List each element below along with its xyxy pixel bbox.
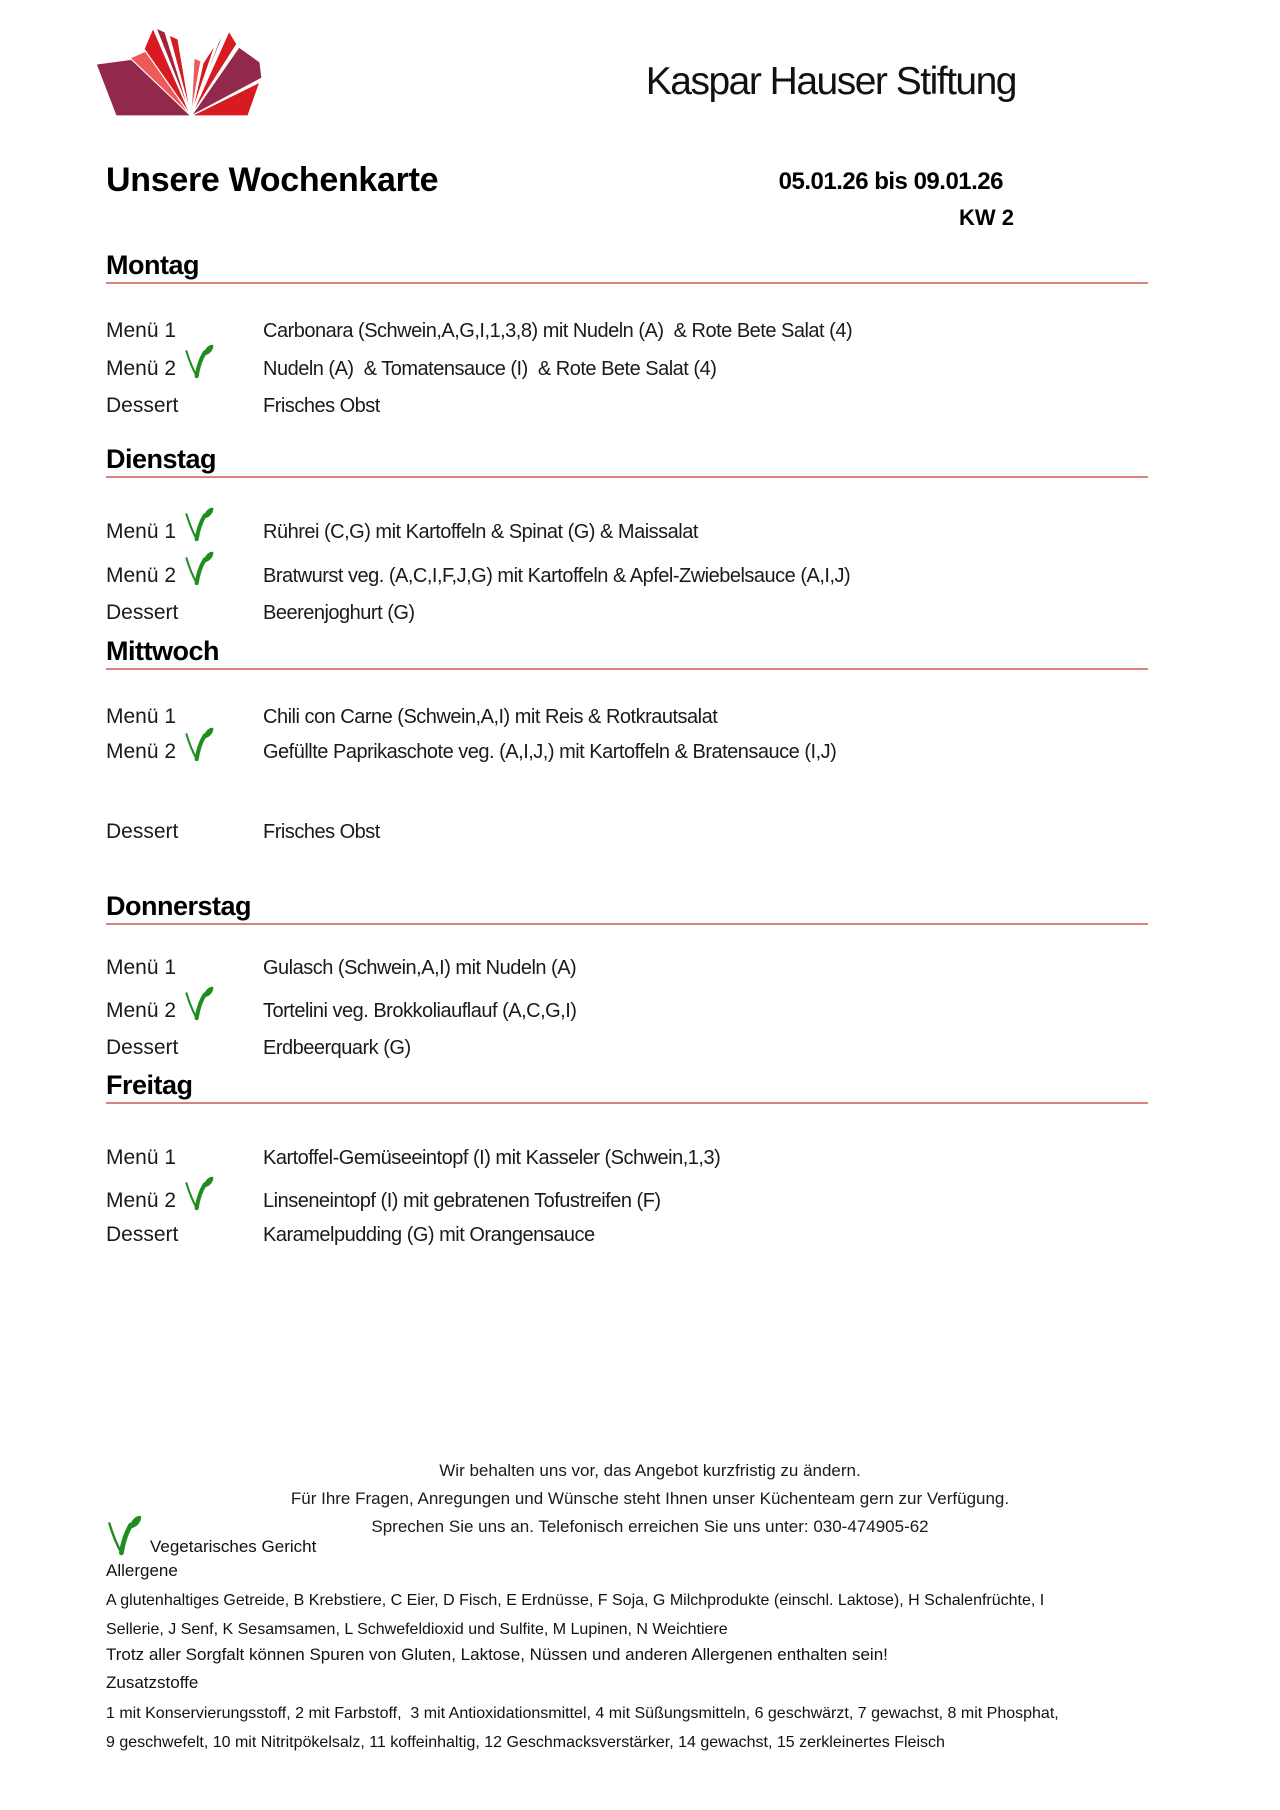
- dish-text: Karamelpudding (G) mit Orangensauce: [263, 1224, 595, 1246]
- footer-note-line: Für Ihre Fragen, Anregungen und Wünsche steht Ihnen unser Küchenteam gern zur Verfügung.: [290, 1489, 1010, 1508]
- menu-row: [106, 1036, 1206, 1066]
- dish-text: Rührei (C,G) mit Kartoffeln & Spinat (G) & Maissalat: [263, 521, 698, 543]
- menu-label: Dessert: [106, 1036, 179, 1059]
- menu-row: [106, 319, 1206, 349]
- allergens-title: Allergene: [106, 1561, 178, 1580]
- page-title: Unsere Wochenkarte: [106, 161, 439, 199]
- brand-name: Kaspar Hauser Stiftung: [645, 60, 1016, 103]
- dish-text: Frisches Obst: [263, 395, 380, 417]
- menu-row: [106, 357, 1206, 387]
- allergen-warning: Trotz aller Sorgfalt können Spuren von Gluten, Laktose, Nüssen und anderen Allergenen enthalten sein!: [106, 1645, 888, 1664]
- additives-list: [106, 1699, 1059, 1757]
- dish-text: Beerenjoghurt (G): [263, 602, 415, 624]
- dish-text: Nudeln (A) & Tomatensauce (I) & Rote Bete Salat (4): [263, 358, 717, 380]
- footer-notes: [100, 1457, 1200, 1541]
- veg-icon: [182, 1175, 214, 1211]
- dish-text: Tortelini veg. Brokkoliauflauf (A,C,G,I): [263, 1000, 577, 1022]
- menu-row: [106, 705, 1206, 735]
- menu-label: Menü 1: [106, 520, 177, 543]
- menu-label: Menü 2: [106, 999, 177, 1022]
- menu-row: [106, 394, 1206, 424]
- menu-label: Menü 1: [106, 705, 177, 728]
- menu-label: Menü 1: [106, 1146, 177, 1169]
- menu-label: Dessert: [106, 820, 179, 843]
- dish-text: Linseneintopf (I) mit gebratenen Tofustreifen (F): [263, 1190, 661, 1212]
- veg-icon: [182, 343, 214, 379]
- menu-row: [106, 520, 1206, 550]
- menu-row: [106, 956, 1206, 986]
- fine-print-line: 1 mit Konservierungsstoff, 2 mit Farbstoff, 3 mit Antioxidationsmittel, 4 mit Süßungsmitteln, 6 geschwärzt, 7 gewachst, 8 mit Phosphat,: [106, 1705, 1059, 1722]
- menu-label: Menü 2: [106, 564, 177, 587]
- day-heading-dienstag: Dienstag: [106, 446, 1148, 478]
- day-heading-mittwoch: Mittwoch: [106, 638, 1148, 670]
- fine-print-line: Sellerie, J Senf, K Sesamsamen, L Schwefeldioxid und Sulfite, M Lupinen, N Weichtiere: [106, 1621, 728, 1638]
- menu-row: [106, 1146, 1206, 1176]
- veg-icon: [182, 506, 214, 542]
- menu-row: [106, 740, 1206, 770]
- menu-label: Menü 2: [106, 1189, 177, 1212]
- menu-label: Menü 1: [106, 956, 177, 979]
- dish-text: Chili con Carne (Schwein,A,I) mit Reis & Rotkrautsalat: [263, 706, 718, 728]
- menu-row: [106, 999, 1206, 1029]
- footer-note-line: Wir behalten uns vor, das Angebot kurzfristig zu ändern.: [439, 1461, 861, 1480]
- menu-label: Dessert: [106, 1223, 179, 1246]
- dish-text: Gefüllte Paprikaschote veg. (A,I,J,) mit Kartoffeln & Bratensauce (I,J): [263, 741, 837, 763]
- fine-print-line: 9 geschwefelt, 10 mit Nitritpökelsalz, 11 koffeinhaltig, 12 Geschmacksverstärker, 14 gewachst, 15 zerkleinertes Fleisch: [106, 1734, 945, 1751]
- dish-text: Gulasch (Schwein,A,I) mit Nudeln (A): [263, 957, 577, 979]
- date-range: 05.01.26 bis 09.01.26: [778, 168, 1003, 195]
- additives-title: Zusatzstoffe: [106, 1673, 199, 1692]
- vegetarian-legend-icon: [104, 1514, 142, 1556]
- menu-label: Menü 2: [106, 740, 177, 763]
- menu-row: [106, 820, 1206, 850]
- menu-row: [106, 1189, 1206, 1219]
- menu-row: [106, 564, 1206, 594]
- dish-text: Erdbeerquark (G): [263, 1037, 411, 1059]
- menu-label: Dessert: [106, 394, 179, 417]
- allergens-list: [106, 1586, 1044, 1644]
- day-heading-freitag: Freitag: [106, 1072, 1148, 1104]
- day-heading-montag: Montag: [106, 252, 1148, 284]
- menu-row: [106, 601, 1206, 631]
- menu-label: Dessert: [106, 601, 179, 624]
- menu-label: Menü 2: [106, 357, 177, 380]
- veg-icon: [182, 726, 214, 762]
- vegetarian-legend-label: Vegetarisches Gericht: [150, 1537, 317, 1556]
- day-heading-donnerstag: Donnerstag: [106, 893, 1148, 925]
- dish-text: Carbonara (Schwein,A,G,I,1,3,8) mit Nudeln (A) & Rote Bete Salat (4): [263, 320, 853, 342]
- fine-print-line: A glutenhaltiges Getreide, B Krebstiere, C Eier, D Fisch, E Erdnüsse, F Soja, G Milchprodukte (einschl. Laktose), H Schalenfrüchte, I: [106, 1592, 1045, 1609]
- veg-icon: [182, 985, 214, 1021]
- dish-text: Kartoffel-Gemüseeintopf (I) mit Kasseler (Schwein,1,3): [263, 1147, 721, 1169]
- brand-logo-icon: [90, 26, 262, 118]
- veg-icon: [182, 550, 214, 586]
- menu-label: Menü 1: [106, 319, 177, 342]
- dish-text: Frisches Obst: [263, 821, 380, 843]
- menu-row: [106, 1223, 1206, 1253]
- dish-text: Bratwurst veg. (A,C,I,F,J,G) mit Kartoffeln & Apfel-Zwiebelsauce (A,I,J): [263, 565, 851, 587]
- footer-note-line: Sprechen Sie uns an. Telefonisch erreichen Sie uns unter: 030-474905-62: [371, 1517, 929, 1536]
- week-number: KW 2: [959, 205, 1014, 230]
